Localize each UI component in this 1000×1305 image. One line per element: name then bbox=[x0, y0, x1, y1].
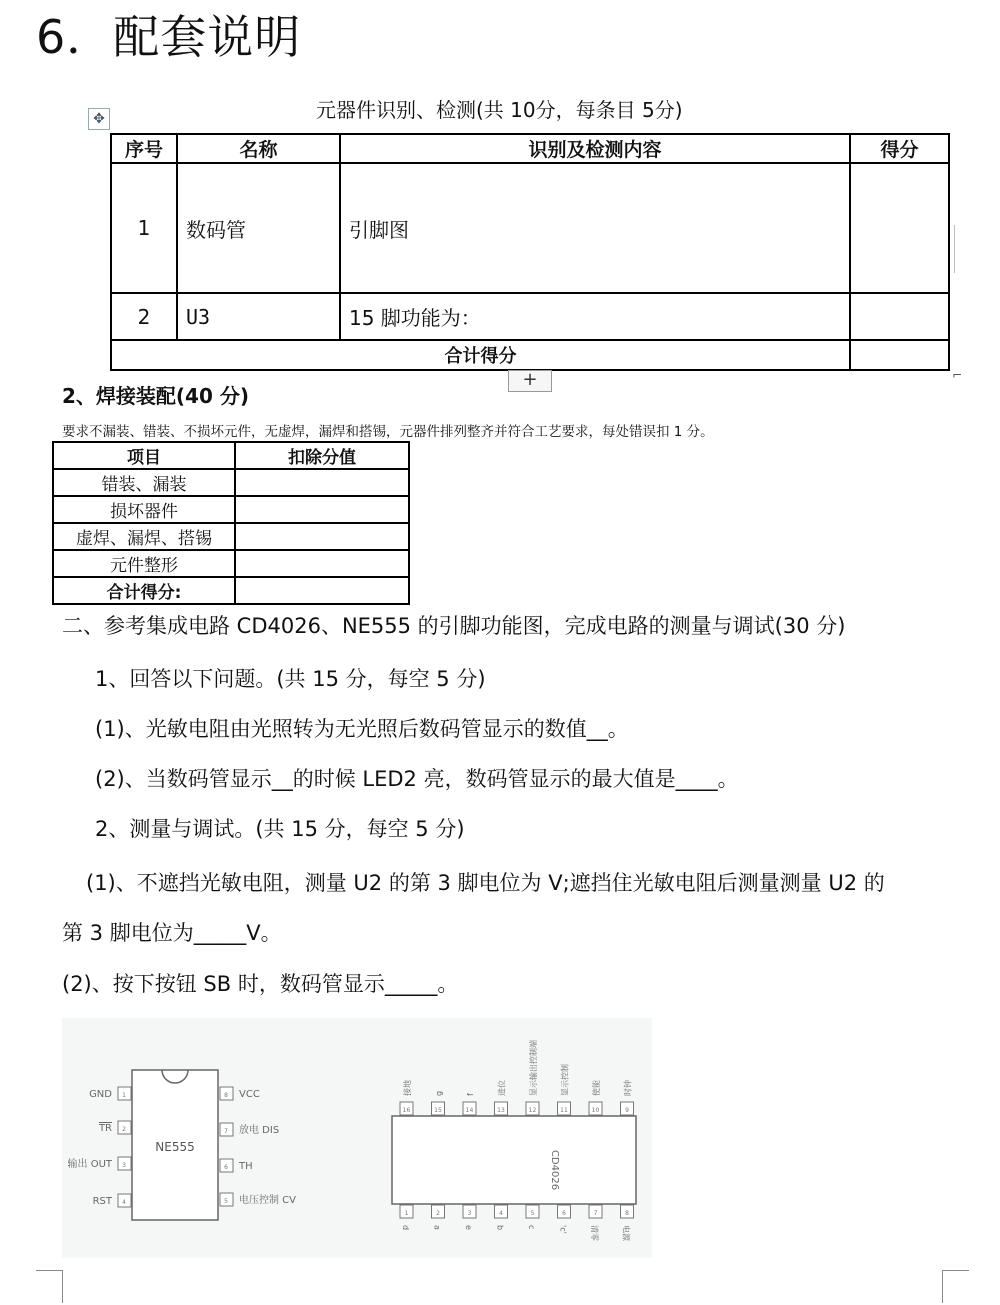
question-2-1: (1)、不遮挡光敏电阻，测量 U2 的第 3 脚电位为 V;遮挡住光敏电阻后测量测量 U2 的 bbox=[86, 871, 885, 895]
cd4026-body bbox=[392, 1116, 636, 1204]
cd4026-pin-num: 14 bbox=[465, 1107, 474, 1114]
cd4026-pin-num: 1 bbox=[404, 1210, 409, 1217]
ne555-pin-num: 4 bbox=[122, 1199, 126, 1206]
cd4026-pin-num: 6 bbox=[562, 1210, 566, 1217]
table2-total-row bbox=[53, 577, 409, 604]
question-1-1: (1)、光敏电阻由光照转为无光照后数码管显示的数值__。 bbox=[95, 717, 629, 741]
table1-cell-name: U3 bbox=[177, 293, 340, 340]
question-1-heading: 1、回答以下问题。(共 15 分，每空 5 分) bbox=[95, 667, 486, 691]
table2-cell-deduction bbox=[235, 469, 409, 496]
table-row bbox=[53, 550, 409, 577]
table-row bbox=[53, 496, 409, 523]
cd4026-pin-label: 使能 bbox=[592, 1080, 601, 1096]
table2 bbox=[52, 441, 410, 605]
ne555-pin-label: RST bbox=[92, 1196, 112, 1207]
section2-requirement: 要求不漏装、错装、不损坏元件，无虚焊，漏焊和搭锡，元器件排列整齐并符合工艺要求，每处错误扣 1 分。 bbox=[62, 424, 714, 440]
cd4026-pin-num: 16 bbox=[402, 1107, 411, 1114]
table2-cell-item: 损坏器件 bbox=[53, 496, 235, 523]
ne555-pin-label: GND bbox=[89, 1089, 112, 1100]
table2-total-value bbox=[235, 577, 409, 604]
table2-header-deduction: 扣除分值 bbox=[235, 442, 409, 469]
table1 bbox=[110, 133, 950, 371]
column-resize-handle[interactable] bbox=[954, 225, 963, 273]
cd4026-pin-label: b bbox=[495, 1225, 505, 1231]
cd4026-pin-num: 5 bbox=[530, 1210, 535, 1217]
section2-title: 2、焊接装配(40 分) bbox=[62, 384, 249, 408]
table1-caption: 元器件识别、检测(共 10分，每条目 5分) bbox=[316, 98, 683, 122]
cd4026-pin-label: 接地 bbox=[403, 1080, 412, 1096]
cd4026-pin-num: 8 bbox=[625, 1210, 629, 1217]
ne555-pin-label: TR bbox=[98, 1123, 112, 1134]
question-2-1-cont: 第 3 脚电位为_____V。 bbox=[62, 921, 282, 945]
cd4026-diagram bbox=[392, 1116, 636, 1204]
table1-header-content: 识别及检测内容 bbox=[340, 134, 850, 163]
cd4026-pin-label: c bbox=[527, 1225, 536, 1230]
ne555-diagram bbox=[68, 1070, 297, 1220]
cd4026-top-pins bbox=[400, 1040, 634, 1115]
cd4026-pin-label: e bbox=[464, 1225, 473, 1230]
ne555-label: NE555 bbox=[155, 1140, 195, 1154]
cd4026-pin-num: 4 bbox=[499, 1210, 503, 1217]
table1-cell-score bbox=[850, 293, 949, 340]
cd4026-pin-num: 11 bbox=[560, 1107, 568, 1114]
ne555-pin-label: VCC bbox=[239, 1089, 260, 1100]
section-title: 6．配套说明 bbox=[36, 10, 302, 64]
table1-cell-no: 2 bbox=[111, 293, 177, 340]
cd4026-pin-label: 清零 bbox=[590, 1225, 599, 1241]
table2-header-row bbox=[53, 442, 409, 469]
cd4026-pin-label: d bbox=[401, 1225, 410, 1231]
table2-cell-deduction bbox=[235, 550, 409, 577]
ne555-pin-num: 3 bbox=[122, 1162, 126, 1169]
table2-total-label: 合计得分: bbox=[53, 577, 235, 604]
ne555-pin-num: 8 bbox=[224, 1092, 228, 1099]
table2-cell-deduction bbox=[235, 523, 409, 550]
table-row bbox=[53, 523, 409, 550]
table2-cell-deduction bbox=[235, 496, 409, 523]
cd4026-pin-num: 9 bbox=[625, 1107, 629, 1114]
table2-cell-item: 元件整形 bbox=[53, 550, 235, 577]
table1-total-row bbox=[111, 340, 949, 370]
cd4026-pin-num: 3 bbox=[467, 1210, 472, 1217]
ne555-pin-num: 7 bbox=[224, 1128, 228, 1135]
table-row bbox=[111, 293, 949, 340]
cd4026-pin-label: a bbox=[432, 1225, 442, 1230]
cd4026-pin-num: 13 bbox=[497, 1107, 505, 1114]
table1-header-name: 名称 bbox=[177, 134, 340, 163]
cd4026-bottom-pins bbox=[400, 1205, 634, 1242]
cd4026-label: CD4026 bbox=[549, 1149, 560, 1191]
table1-cell-content: 引脚图 bbox=[340, 163, 850, 293]
table2-cell-item: 错装、漏装 bbox=[53, 469, 235, 496]
table-row bbox=[53, 469, 409, 496]
cd4026-pin-label: 显示输出控制端 bbox=[529, 1040, 538, 1096]
add-row-button[interactable]: + bbox=[508, 370, 552, 392]
table1-header-row bbox=[111, 134, 949, 163]
ne555-pin-num: 5 bbox=[224, 1198, 228, 1205]
table1-total-label: 合计得分 bbox=[111, 340, 850, 370]
table1-header-no: 序号 bbox=[111, 134, 177, 163]
table1-cell-no: 1 bbox=[111, 163, 177, 293]
table2-header-item: 项目 bbox=[53, 442, 235, 469]
cd4026-pin-num: 2 bbox=[436, 1210, 440, 1217]
question-heading: 二、参考集成电路 CD4026、NE555 的引脚功能图，完成电路的测量与调试(30 分) bbox=[62, 614, 846, 638]
cd4026-pin-label: 时钟 bbox=[623, 1080, 633, 1096]
cd4026-pin-label: f bbox=[466, 1093, 475, 1096]
table-row bbox=[111, 163, 949, 293]
table1-cell-content: 15 脚功能为： bbox=[340, 293, 850, 340]
cd4026-pin-num: 12 bbox=[528, 1107, 537, 1114]
ne555-pin-label: TH bbox=[239, 1161, 253, 1172]
table2-cell-item: 虚焊、漏焊、搭锡 bbox=[53, 523, 235, 550]
table1-header-score: 得分 bbox=[850, 134, 949, 163]
cd4026-pin-label: 电源 bbox=[621, 1225, 631, 1241]
table1-cell-score bbox=[850, 163, 949, 293]
move-handle-icon[interactable]: ✥ bbox=[88, 108, 110, 130]
cd4026-pin-label: 'c' bbox=[558, 1225, 568, 1234]
table1-cell-name: 数码管 bbox=[177, 163, 340, 293]
pinout-diagram bbox=[62, 1018, 652, 1258]
ne555-pin-num: 1 bbox=[122, 1092, 126, 1099]
ne555-pin-num: 6 bbox=[224, 1164, 228, 1171]
table-resize-corner-icon[interactable]: ⌐ bbox=[952, 368, 963, 382]
cd4026-pin-label: 显示控制 bbox=[560, 1064, 570, 1096]
table1-total-score bbox=[850, 340, 949, 370]
cd4026-pin-num: 10 bbox=[591, 1107, 600, 1114]
cd4026-pin-label: 进位 bbox=[497, 1080, 507, 1096]
page-corner-mark bbox=[942, 1270, 969, 1303]
cd4026-pin-label: g bbox=[434, 1090, 444, 1096]
page-corner-mark bbox=[36, 1270, 63, 1303]
cd4026-pin-num: 7 bbox=[593, 1210, 598, 1217]
ne555-pin-label: 输出 OUT bbox=[67, 1159, 112, 1170]
ne555-pin-label: 放电 DIS bbox=[239, 1125, 280, 1136]
question-2-2: (2)、按下按钮 SB 时，数码管显示_____。 bbox=[62, 972, 459, 996]
question-2-heading: 2、测量与调试。(共 15 分，每空 5 分) bbox=[95, 817, 465, 841]
cd4026-pin-num: 15 bbox=[434, 1107, 442, 1114]
pinout-figure bbox=[62, 1018, 652, 1258]
question-1-2: (2)、当数码管显示__的时候 LED2 亮，数码管显示的最大值是____。 bbox=[95, 767, 739, 791]
ne555-pin-label: 电压控制 CV bbox=[239, 1195, 297, 1206]
ne555-pin-num: 2 bbox=[122, 1126, 126, 1133]
